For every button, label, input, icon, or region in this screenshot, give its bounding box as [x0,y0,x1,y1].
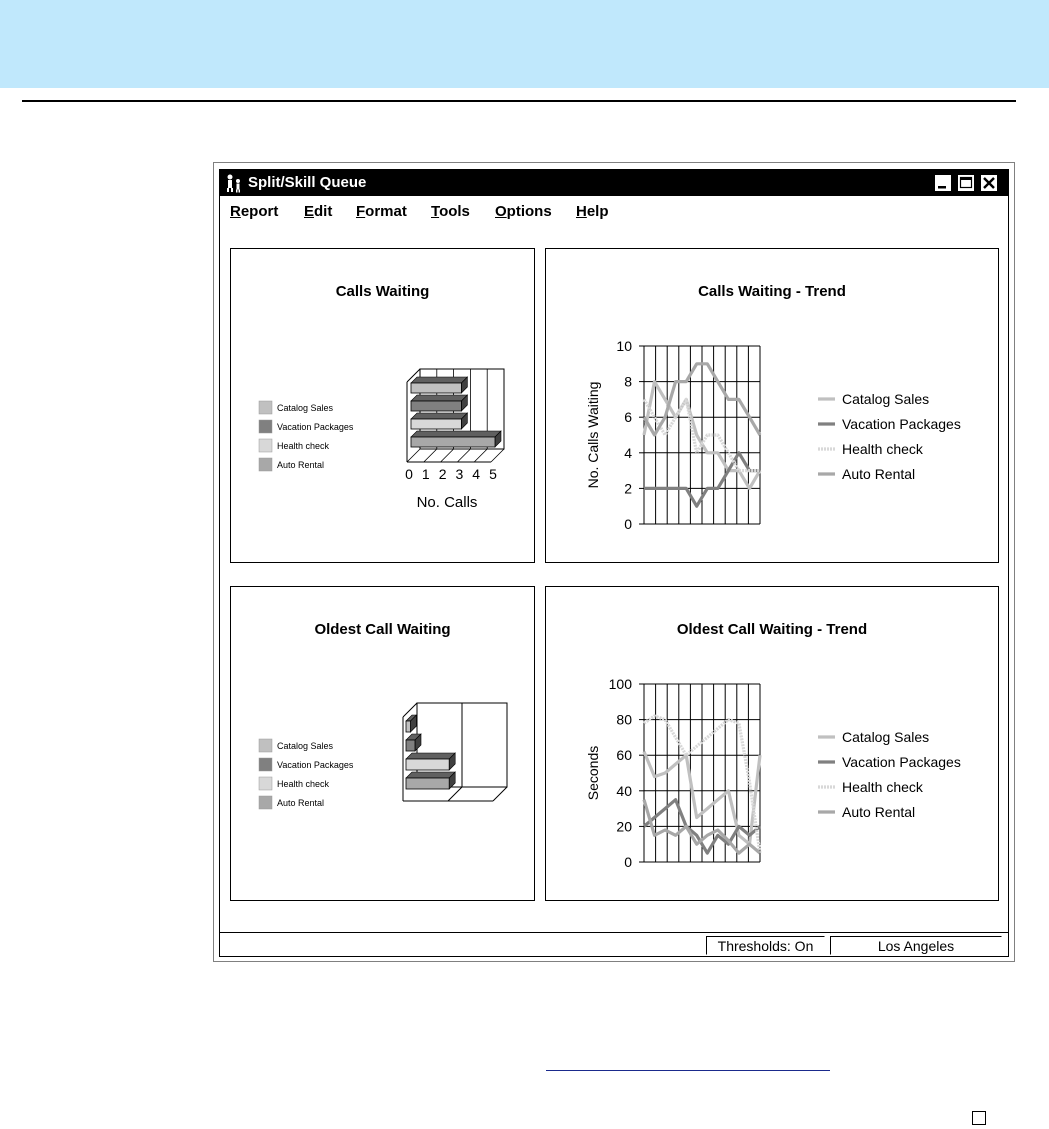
bar-top [411,413,467,419]
chart-title: Oldest Call Waiting [314,621,451,638]
x-tick-label: 2 [438,466,447,482]
legend-swatch [259,401,272,414]
y-tick-label: 20 [616,818,632,835]
y-tick-label: 60 [616,747,632,764]
chart-title: Calls Waiting [335,283,430,300]
y-axis-label: No. Calls Waiting [585,381,601,489]
y-tick-label: 10 [616,338,632,354]
calls-waiting-chart [231,249,534,562]
link-underline [546,1070,830,1071]
legend-label: Auto Rental [842,804,916,820]
y-tick-label: 6 [624,409,632,426]
legend-label: Catalog Sales [842,391,930,407]
floor-gridline [407,449,420,462]
oldest-call-waiting-trend-chart [546,587,998,900]
chart-title: Oldest Call Waiting - Trend [676,621,868,638]
title-bar[interactable] [220,170,1008,196]
legend-swatch [259,796,272,809]
bar-top [411,377,467,383]
minimize-button[interactable] [934,174,952,192]
thresholds-status: Thresholds: On [706,936,825,955]
corner-checkbox[interactable] [972,1111,986,1125]
window-frame [219,169,1009,957]
floor-gridline [441,449,454,462]
floor-gridline [491,449,504,462]
legend-swatch [259,777,272,790]
oldest-call-waiting-trend-panel[interactable] [545,586,999,901]
legend-label: Catalog Sales [277,403,334,413]
y-tick-label: 80 [616,711,632,728]
bar-top [406,772,455,778]
x-axis-label: No. Calls [416,494,478,511]
legend-label: Vacation Packages [277,760,354,770]
y-tick-label: 4 [624,444,632,461]
bar [406,759,449,770]
x-tick-label: 3 [455,466,464,482]
split-skill-queue-window [213,162,1015,962]
calls-waiting-trend-chart [546,249,998,562]
bar-top [411,431,501,437]
legend-label: Auto Rental [277,460,325,470]
legend-swatch [259,439,272,452]
minimize-icon [935,175,951,191]
x-tick-label: 5 [489,466,497,482]
bar [411,401,461,411]
legend-label: Health check [842,779,923,795]
legend-label: Health check [277,441,330,451]
menu-edit[interactable]: Edit [304,203,333,220]
y-tick-label: 2 [624,480,632,497]
header-rule [22,100,1016,102]
y-tick-label: 0 [624,854,632,870]
legend-label: Health check [842,441,923,457]
app-people-icon [224,173,244,193]
calls-waiting-panel[interactable] [230,248,535,563]
oldest-call-waiting-chart [231,587,534,900]
bar-top [411,395,467,401]
floor-gridline [424,449,437,462]
menu-options[interactable]: Options [495,203,552,220]
bar [411,419,461,429]
y-axis-label: Seconds [585,745,601,801]
calls-waiting-trend-panel[interactable] [545,248,999,563]
legend-label: Auto Rental [842,466,916,482]
legend-label: Vacation Packages [277,422,354,432]
bar [411,437,495,447]
y-tick-label: 8 [624,373,632,390]
close-icon [981,175,997,191]
legend-label: Catalog Sales [277,741,334,751]
legend-label: Auto Rental [277,798,325,808]
close-button[interactable] [980,174,998,192]
y-tick-label: 40 [616,782,632,799]
oldest-call-waiting-panel[interactable] [230,586,535,901]
legend-swatch [259,458,272,471]
menu-help[interactable]: Help [576,203,609,220]
floor-gridline [448,787,462,801]
legend-label: Vacation Packages [842,754,961,770]
floor-gridline [474,449,487,462]
maximize-icon [958,175,974,191]
menu-format[interactable]: Format [356,203,407,220]
x-tick-label: 1 [421,466,430,482]
bar [406,721,411,732]
status-bar [220,932,1008,957]
floor-gridline [457,449,470,462]
bar [406,740,415,751]
chart-title: Calls Waiting - Trend [698,283,846,300]
legend-swatch [259,758,272,771]
legend-label: Catalog Sales [842,729,930,745]
y-tick-label: 0 [624,516,632,532]
bar-top [406,753,455,759]
bar [406,778,449,789]
maximize-button[interactable] [957,174,975,192]
menu-bar [220,200,1008,222]
legend-swatch [259,739,272,752]
window-title: Split/Skill Queue [248,174,367,191]
floor-right-edge [493,787,507,801]
legend-label: Vacation Packages [842,416,961,432]
bar [411,383,461,393]
menu-report[interactable]: Report [230,203,279,220]
legend-swatch [259,420,272,433]
x-tick-label: 0 [405,466,413,482]
menu-tools[interactable]: Tools [431,203,470,220]
location-status: Los Angeles [830,936,1002,955]
legend-label: Health check [277,779,330,789]
y-tick-label: 100 [608,676,632,692]
header-band [0,0,1049,88]
x-tick-label: 4 [472,466,481,482]
